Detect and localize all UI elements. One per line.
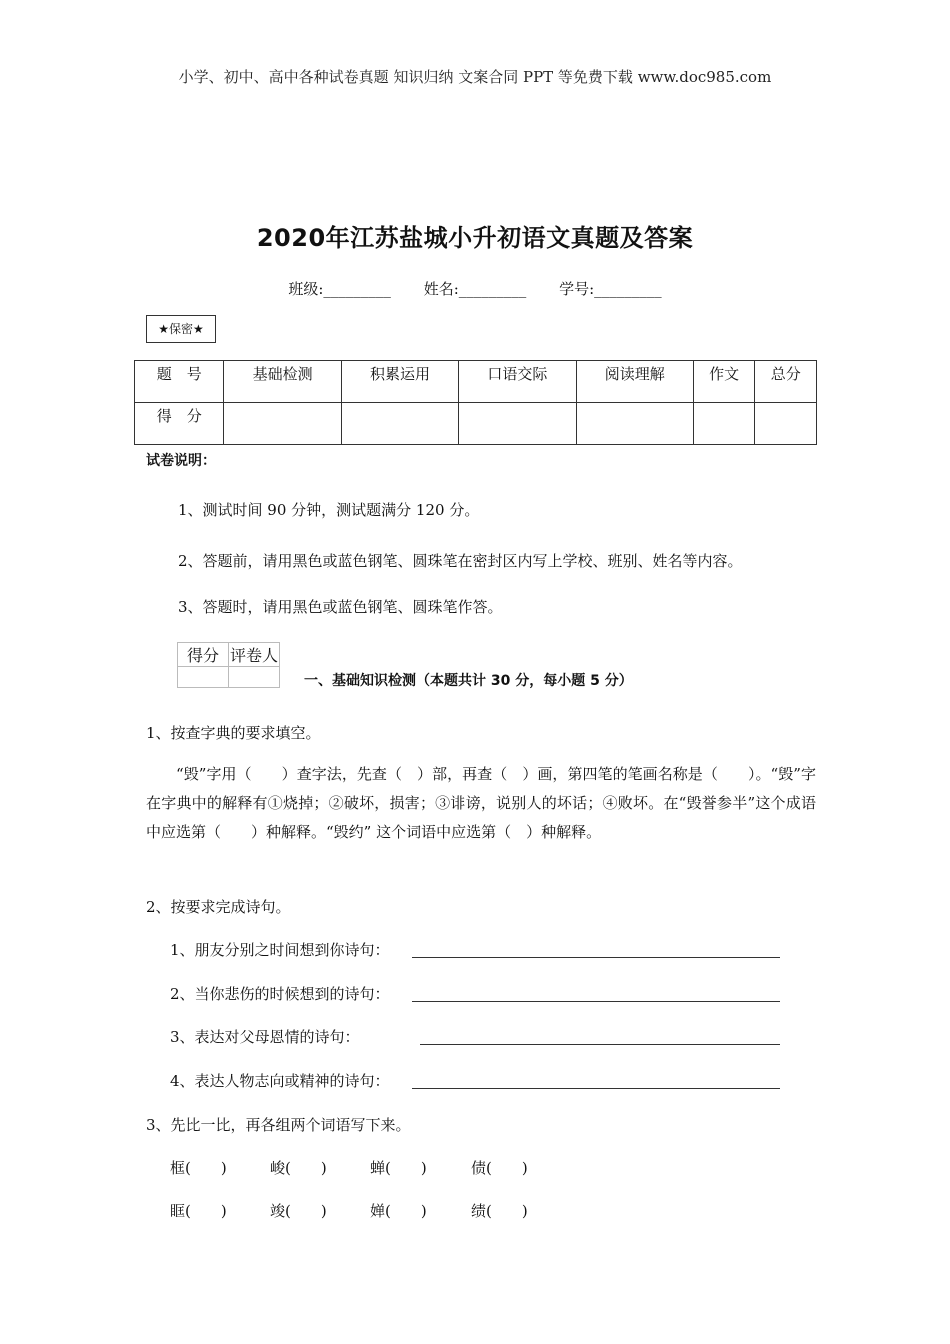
note-2: 2、答题前，请用黑色或蓝色钢笔、圆珠笔在密封区内写上学校、班别、姓名等内容。	[178, 552, 743, 570]
scorer-box	[177, 642, 280, 688]
answer-line-1[interactable]	[412, 956, 780, 958]
question-1-body: “毁”字用（ ）查字法，先查（ ）部，再查（ ）画，第四笔的笔画名称是（ ）。“毁”字在字典中的解释有①烧掉；②破坏，损害；③诽谤，说别人的坏话；④败坏。在“毁誉参半”这个成语中应选第（ ）种解释。“毁约” 这个词语中应选第（ ）种解释。	[146, 765, 816, 841]
page-title: 2020年江苏盐城小升初语文真题及答案	[256, 224, 694, 252]
word-pair-bottom[interactable]: 绩( )	[471, 1202, 528, 1220]
scorer-grader-cell[interactable]	[229, 667, 280, 688]
score-table	[134, 360, 817, 445]
question-2-title: 2、按要求完成诗句。	[146, 898, 291, 916]
student-info	[0, 278, 950, 299]
poem-item-4: 4、表达人物志向或精神的诗句：	[170, 1072, 390, 1090]
poem-item-2: 2、当你悲伤的时候想到的诗句：	[170, 985, 390, 1003]
page-header: 小学、初中、高中各种试卷真题 知识归纳 文案合同 PPT 等免费下载 www.doc985.com	[178, 68, 772, 86]
score-cell[interactable]	[459, 403, 576, 445]
score-header-cell: 阅读理解	[576, 361, 693, 403]
poem-item-3: 3、表达对父母恩情的诗句：	[170, 1028, 360, 1046]
secret-badge: ★保密★	[146, 315, 216, 343]
number-field[interactable]: 学号:_________	[559, 280, 662, 298]
scorer-score-cell[interactable]	[178, 667, 229, 688]
score-cell[interactable]	[341, 403, 458, 445]
name-field[interactable]: 姓名:_________	[423, 280, 527, 298]
score-cell[interactable]	[576, 403, 693, 445]
score-table-header-row	[135, 361, 817, 403]
word-pair-bottom[interactable]: 竣( )	[270, 1202, 327, 1220]
score-header-cell: 积累运用	[341, 361, 458, 403]
word-pair-bottom[interactable]: 婵( )	[370, 1202, 427, 1220]
score-cell[interactable]	[693, 403, 755, 445]
question-3-title: 3、先比一比，再各组两个词语写下来。	[146, 1116, 411, 1134]
score-table-score-row	[135, 403, 817, 445]
score-header-cell: 口语交际	[459, 361, 576, 403]
word-pair-top[interactable]: 债( )	[471, 1159, 528, 1177]
poem-item-1: 1、朋友分别之时间想到你诗句：	[170, 941, 390, 959]
word-pair-top[interactable]: 蝉( )	[370, 1159, 427, 1177]
answer-line-2[interactable]	[412, 1000, 780, 1002]
score-header-cell: 基础检测	[224, 361, 341, 403]
note-1: 1、测试时间 90 分钟，测试题满分 120 分。	[178, 501, 480, 519]
answer-line-3[interactable]	[420, 1043, 780, 1045]
scorer-score-label: 得分	[178, 643, 229, 667]
score-header-cell: 题 号	[135, 361, 224, 403]
answer-line-4[interactable]	[412, 1087, 780, 1089]
word-pair-top[interactable]: 框( )	[170, 1159, 227, 1177]
word-pair-top[interactable]: 峻( )	[270, 1159, 327, 1177]
note-3: 3、答题时，请用黑色或蓝色钢笔、圆珠笔作答。	[178, 598, 503, 616]
score-cell[interactable]	[755, 403, 817, 445]
score-cell[interactable]	[224, 403, 341, 445]
question-1-title: 1、按查字典的要求填空。	[146, 724, 321, 742]
exam-note-title: 试卷说明：	[146, 453, 216, 469]
scorer-grader-label: 评卷人	[229, 643, 280, 667]
score-header-cell: 总分	[755, 361, 817, 403]
score-row-label: 得 分	[135, 403, 224, 445]
section-title: 一、基础知识检测（本题共计 30 分，每小题 5 分）	[304, 673, 633, 689]
class-field[interactable]: 班级:_________	[288, 280, 391, 298]
score-header-cell: 作文	[693, 361, 755, 403]
word-pair-bottom[interactable]: 眶( )	[170, 1202, 227, 1220]
